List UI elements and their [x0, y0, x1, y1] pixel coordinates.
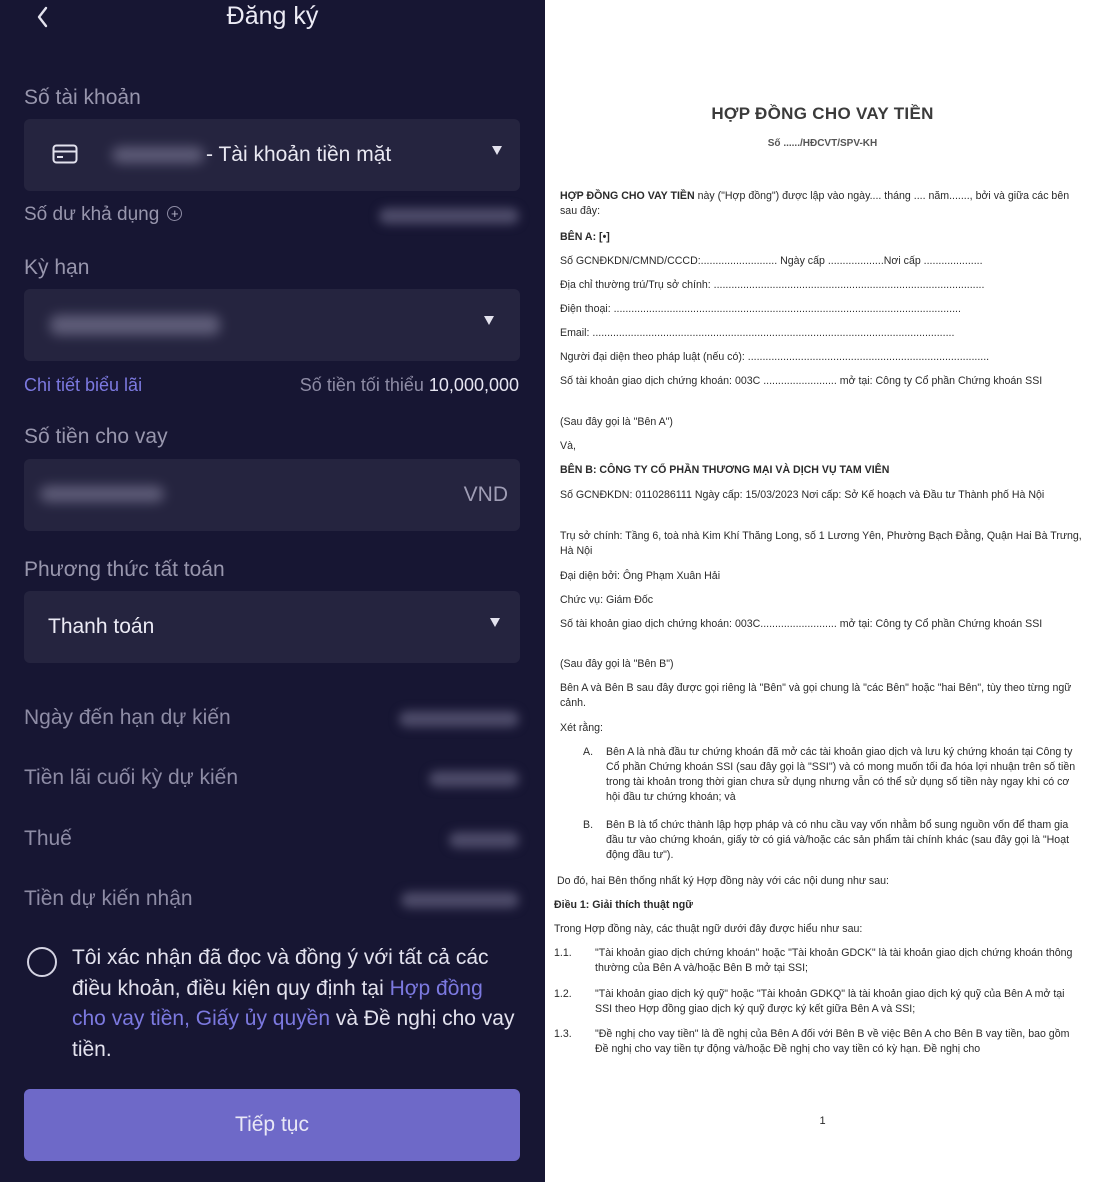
parties-definition: Bên A và Bên B sau đây được gọi riêng là "Bên" và gọi chung là "các Bên" hoặc "hai Bên", tùy theo từng ngữ cảnh.: [560, 682, 1072, 709]
continue-button[interactable]: Tiếp tục: [24, 1089, 520, 1161]
term-label: Kỳ hạn: [24, 256, 90, 279]
interest-value-masked: [429, 771, 519, 787]
article-1-heading: Điều 1: Giải thích thuật ngữ: [554, 899, 693, 911]
plus-icon[interactable]: +: [167, 206, 182, 221]
definition-1-3: "Đề nghị cho vay tiền" là đề nghị của Bên A đối với Bên B về việc Bên A cho Bên B vay tiền, bao gồm Đề nghị cho vay tiền tự động và/hoặc Đề nghị cho vay tiền có kỳ hạn. Đề nghị cho: [595, 1028, 1070, 1055]
document-title: HỢP ĐỒNG CHO VAY TIỀN: [711, 104, 934, 123]
rate-details-link-text[interactable]: Chi tiết biểu lãi: [24, 375, 143, 395]
party-a-heading: BÊN A: [•]: [560, 231, 610, 243]
power-of-attorney-link[interactable]: Giấy ủy quyền: [195, 1007, 331, 1030]
registration-screen: [0, 0, 545, 1182]
consent-separator: ,: [184, 1007, 190, 1030]
party-a-email: Email: ...........................................................................................................................: [560, 327, 955, 339]
masked-account-number: [112, 147, 204, 163]
article-1-intro: Trong Hợp đồng này, các thuật ngữ dưới đây được hiểu như sau:: [554, 923, 863, 935]
recital-b: Bên B là tổ chức thành lập hợp pháp và có nhu cầu vay vốn nhằm bổ sung nguồn vốn để tham gia đầu tư vào chứng khoán, giấy tờ có giá và/hoặc các sản phẩm tài chính khác (sau đây gọi là "Hoạt động đầu tư").: [606, 819, 1070, 861]
tax-label: Thuế: [24, 827, 72, 850]
party-a-phone: Điện thoại: ......................................................................................................................: [560, 303, 961, 315]
chevron-down-icon: [484, 316, 494, 325]
party-a-id: Số GCNĐKDN/CMND/CCCD:.......................... Ngày cấp ...................Nơi cấp ....................: [560, 255, 983, 267]
chevron-down-icon: [490, 618, 500, 627]
settlement-select[interactable]: [24, 591, 520, 663]
settlement-value: Thanh toán: [48, 615, 155, 638]
term-select[interactable]: [24, 289, 520, 361]
intro-text: này ("Hợp đồng") được lập vào ngày.... tháng .... năm......., bởi và giữa các bên sau đây:: [560, 190, 1070, 217]
party-b-address: Trụ sở chính: Tầng 6, toà nhà Kim Khí Thăng Long, số 1 Lương Yên, Phường Bạch Đằng, Quận Hai Bà Trưng, Hà Nội: [560, 530, 1082, 557]
contract-document: [545, 0, 1100, 1182]
masked-term-value: [50, 315, 220, 335]
consent-text-1: Tôi xác nhận đã đọc và đồng ý với tất cả các điều khoản, điều kiện quy định tại: [72, 946, 489, 1000]
account-type: - Tài khoản tiền mặt: [206, 143, 392, 166]
account-label: Số tài khoản: [24, 86, 141, 109]
header: [0, 0, 545, 40]
net-amount-label: Tiền dự kiến nhận: [24, 887, 193, 910]
party-a-alias: (Sau đây gọi là "Bên A"): [560, 416, 673, 428]
definition-1-1-number: 1.1.: [554, 947, 572, 959]
loan-amount-input[interactable]: [24, 459, 520, 531]
account-select[interactable]: [24, 119, 520, 191]
party-b-heading: BÊN B: CÔNG TY CỔ PHẦN THƯƠNG MẠI VÀ DỊCH VỤ TAM VIÊN: [560, 464, 890, 476]
due-date-label: Ngày đến hạn dự kiến: [24, 706, 231, 729]
balance-value-masked: [379, 208, 519, 224]
rate-details-link[interactable]: [24, 375, 142, 396]
definition-1-2-number: 1.2.: [554, 988, 572, 1000]
due-date-value-masked: [399, 711, 519, 727]
party-b-id: Số GCNĐKDN: 0110286111 Ngày cấp: 15/03/2023 Nơi cấp: Sở Kế hoạch và Đầu tư Thành phố Hà Nội: [560, 489, 1045, 501]
masked-loan-amount: [40, 486, 164, 502]
page-number: 1: [819, 1115, 826, 1127]
recital-b-marker: B.: [583, 819, 594, 831]
whereas: Xét rằng:: [560, 722, 603, 734]
balance-label: [24, 204, 182, 226]
party-a-address: Địa chỉ thường trú/Trụ sở chính: ............................................................................................: [560, 279, 985, 291]
loan-amount-label: Số tiền cho vay: [24, 425, 168, 448]
min-amount-value: 10,000,000: [428, 375, 519, 395]
intro-bold: HỢP ĐỒNG CHO VAY TIỀN: [560, 190, 695, 202]
min-amount: [300, 375, 519, 396]
party-b-alias: (Sau đây gọi là "Bên B"): [560, 658, 674, 670]
definition-1-2: "Tài khoản giao dịch ký quỹ" hoặc "Tài khoản GDKQ" là tài khoản giao dịch ký quỹ của Bên A mở tại SSI theo Hợp đồng giao dịch ký quỹ được ký kết giữa Bên A và SSI;: [595, 988, 1065, 1015]
recital-a-marker: A.: [583, 746, 594, 758]
agreed-text: Do đó, hai Bên thống nhất ký Hợp đồng này với các nội dung như sau:: [557, 875, 889, 887]
recital-a: Bên A là nhà đầu tư chứng khoán đã mở các tài khoản giao dịch và lưu ký chứng khoán tại Công ty Cổ phần Chứng khoán SSI (sau đây gọi là "SSI") và có mong muốn tối đa hóa lợi nhuận trên số tiền trong tài khoản trong thời gian chưa sử dụng nhưng vẫn có thể sử dụng số tiền này ngay khi có cơ hội đầu tư chứng khoán; và: [606, 746, 1076, 803]
party-b-title: Chức vụ: Giám Đốc: [560, 594, 654, 606]
consent-text-2: và Đề nghị cho vay tiền.: [72, 1007, 515, 1061]
card-icon: [52, 143, 78, 165]
balance-label-text: Số dư khả dụng: [24, 204, 160, 225]
party-b-account: Số tài khoản giao dịch chứng khoán: 003C.......................... mở tại: Công ty Cổ phần Chứng khoán SSI: [560, 618, 1043, 630]
net-amount-value-masked: [401, 892, 519, 908]
definition-1-1: "Tài khoản giao dịch chứng khoán" hoặc "Tài khoản GDCK" là tài khoản giao dịch chứng khoán thông thường của Bên A và/hoặc Bên B mở tại SSI;: [595, 947, 1073, 974]
consent-radio[interactable]: [27, 947, 57, 977]
party-b-representative: Đại diện bởi: Ông Phạm Xuân Hải: [560, 570, 721, 582]
settlement-label: Phương thức tất toán: [24, 558, 225, 581]
tax-value-masked: [449, 832, 519, 848]
currency-suffix: VND: [463, 483, 508, 506]
interest-label: Tiền lãi cuối kỳ dự kiến: [24, 766, 239, 789]
chevron-down-icon: [492, 146, 502, 155]
min-amount-label: Số tiền tối thiểu: [299, 375, 424, 395]
party-a-account: Số tài khoản giao dịch chứng khoán: 003C ......................... mở tại: Công ty Cổ phần Chứng khoán SSI: [560, 375, 1043, 387]
consent-text: [72, 943, 517, 1065]
document-number: Số ....../HĐCVT/SPV-KH: [767, 138, 878, 149]
page-title: Đăng ký: [226, 2, 319, 30]
and-text: Và,: [560, 440, 576, 452]
intro-paragraph: [560, 189, 1085, 219]
loan-contract-link[interactable]: Hợp đồng cho vay tiền: [72, 976, 483, 1030]
definition-1-3-number: 1.3.: [554, 1028, 572, 1040]
party-a-representative: Người đại diện theo pháp luật (nếu có): ..................................................................................: [560, 351, 990, 363]
